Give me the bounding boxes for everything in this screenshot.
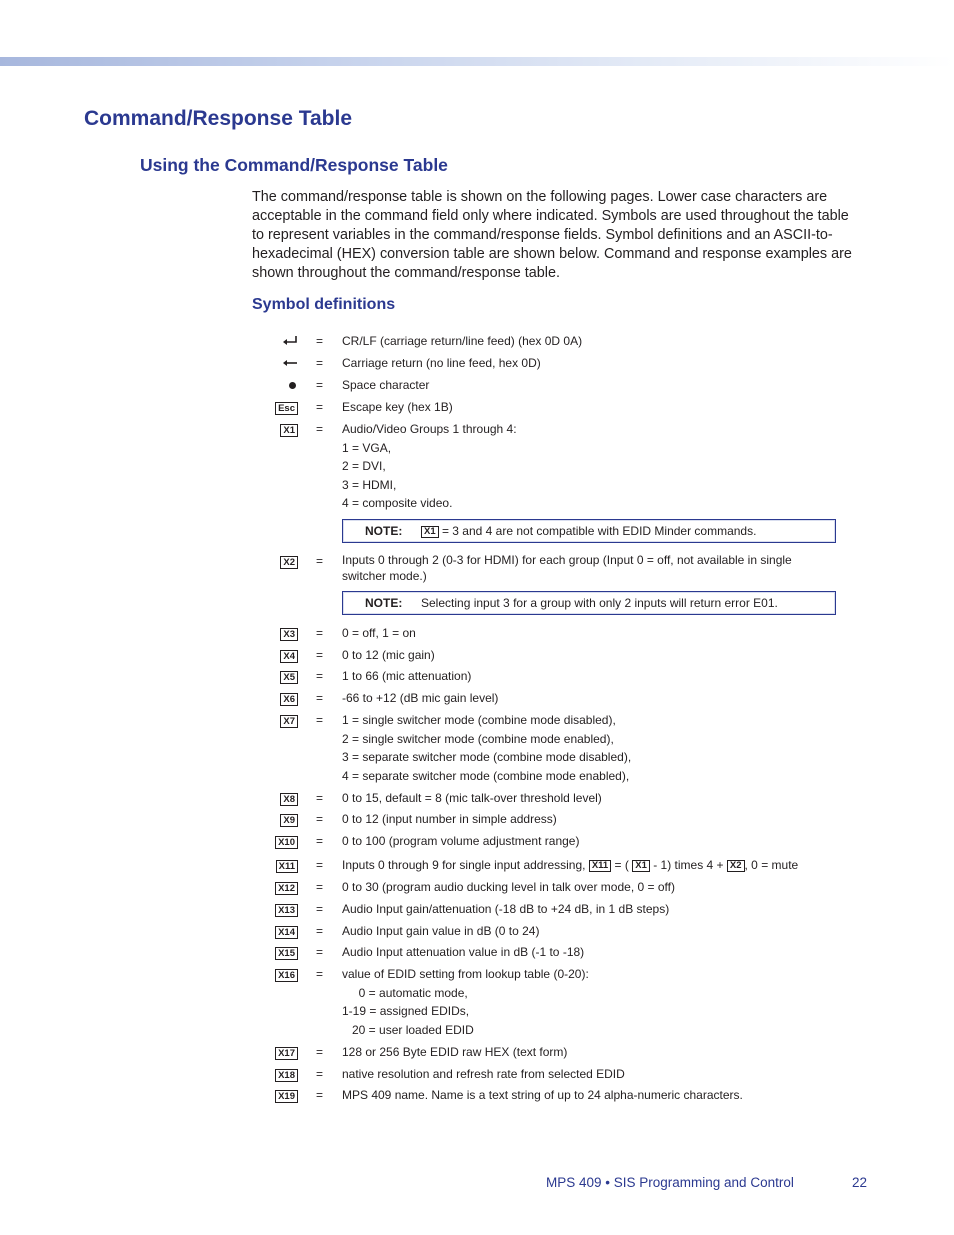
symbol-definition: 1 to 66 (mic attenuation) xyxy=(342,669,472,683)
variable-symbol: X4 xyxy=(280,650,298,663)
note-text: X1 = 3 and 4 are not compatible with EDID Minder commands. xyxy=(421,520,756,542)
variable-symbol: X16 xyxy=(275,969,298,982)
symbol-definition: Inputs 0 through 2 (0-3 for HDMI) for each group (Input 0 = off, not available in single switcher mode.) xyxy=(342,553,792,583)
symbol-definitions-heading: Symbol definitions xyxy=(252,296,396,313)
symbol-definition: Escape key (hex 1B) xyxy=(342,400,453,414)
carriage-return-arrow-icon xyxy=(250,354,298,372)
variable-symbol: X8 xyxy=(280,793,298,806)
variable-symbol: X2 xyxy=(280,556,298,569)
variable-symbol: X7 xyxy=(280,715,298,728)
variable-symbol: X15 xyxy=(275,947,298,960)
symbol-definition: 0 to 30 (program audio ducking level in talk over mode, 0 = off) xyxy=(342,880,675,894)
equals-sign: = xyxy=(316,334,324,348)
page-number: 22 xyxy=(852,1175,868,1190)
symbol-definition: Audio/Video Groups 1 through 4: 1 = VGA, 2 = DVI, 3 = HDMI, 4 = composite video. xyxy=(342,422,517,510)
variable-symbol: X6 xyxy=(280,693,298,706)
variable-symbol: X19 xyxy=(275,1090,298,1103)
symbol-definition: 0 to 12 (input number in simple address) xyxy=(342,812,557,826)
page-title: Command/Response Table xyxy=(84,107,352,130)
intro-paragraph: The command/response table is shown on the following pages. Lower case characters are acceptable in the command field only where indicated. Symbols are used throughout the table to represent variables in the command/response fields. Symbol definitions and an ASCII-to-hexadecimal (HEX) conversion table are shown below. Command and response examples are shown throughout the command/response table. xyxy=(252,189,852,281)
note-label: NOTE: xyxy=(365,524,403,538)
variable-symbol: X14 xyxy=(275,926,298,939)
symbol-definition: 0 to 100 (program volume adjustment range) xyxy=(342,834,580,848)
note-label: NOTE: xyxy=(365,596,403,610)
variable-symbol: X11 xyxy=(276,860,298,873)
symbol-definition: MPS 409 name. Name is a text string of up to 24 alpha-numeric characters. xyxy=(342,1088,743,1102)
symbol-definition: Audio Input gain value in dB (0 to 24) xyxy=(342,924,540,938)
footer-title: MPS 409 • SIS Programming and Control xyxy=(546,1175,794,1190)
symbol-definition: Audio Input attenuation value in dB (-1 to -18) xyxy=(342,945,585,959)
symbol-definition: Space character xyxy=(342,378,430,392)
cr-lf-arrow-icon xyxy=(250,332,298,350)
esc-key-symbol: Esc xyxy=(275,402,298,415)
symbol-definition: -66 to +12 (dB mic gain level) xyxy=(342,691,499,705)
variable-symbol: X9 xyxy=(280,814,298,827)
symbol-definition: Inputs 0 through 9 for single input addressing, X11 = ( X1 - 1) times 4 + X2 , 0 = mute xyxy=(342,858,799,872)
symbol-definition: Carriage return (no line feed, hex 0D) xyxy=(342,356,541,370)
symbol-definition: 128 or 256 Byte EDID raw HEX (text form) xyxy=(342,1045,568,1059)
variable-symbol: X1 xyxy=(280,424,298,437)
symbol-definition: 0 to 12 (mic gain) xyxy=(342,648,435,662)
note-box xyxy=(342,591,836,615)
symbol-definition: native resolution and refresh rate from selected EDID xyxy=(342,1067,625,1081)
variable-symbol: X17 xyxy=(275,1047,298,1060)
header-gradient-bar xyxy=(0,57,954,66)
variable-symbol: X18 xyxy=(275,1069,298,1082)
variable-symbol: X5 xyxy=(280,671,298,684)
symbol-definition: Audio Input gain/attenuation (-18 dB to +24 dB, in 1 dB steps) xyxy=(342,902,670,916)
section-title: Using the Command/Response Table xyxy=(140,155,448,175)
space-dot-icon xyxy=(289,382,296,389)
note-box xyxy=(342,519,836,543)
variable-symbol: X3 xyxy=(280,628,298,641)
symbol-definition: 1 = single switcher mode (combine mode disabled), 2 = single switcher mode (combine mode enabled), 3 = separate switcher mode (combine mode disabled), 4 = separate switcher mode (combine mode enabled), xyxy=(342,713,632,783)
variable-symbol: X12 xyxy=(275,882,298,895)
variable-symbol: X13 xyxy=(275,904,298,917)
symbol-definition: 0 = off, 1 = on xyxy=(342,626,416,640)
symbol-definition: value of EDID setting from lookup table (0-20): 0 = automatic mode, 1-19 = assigned EDIDs, 20 = user loaded EDID xyxy=(342,967,589,1037)
symbol-definition: 0 to 15, default = 8 (mic talk-over threshold level) xyxy=(342,791,602,805)
symbol-definition: CR/LF (carriage return/line feed) (hex 0D 0A) xyxy=(342,334,583,348)
variable-symbol: X10 xyxy=(275,836,298,849)
note-text: Selecting input 3 for a group with only 2 inputs will return error E01. xyxy=(421,596,778,610)
